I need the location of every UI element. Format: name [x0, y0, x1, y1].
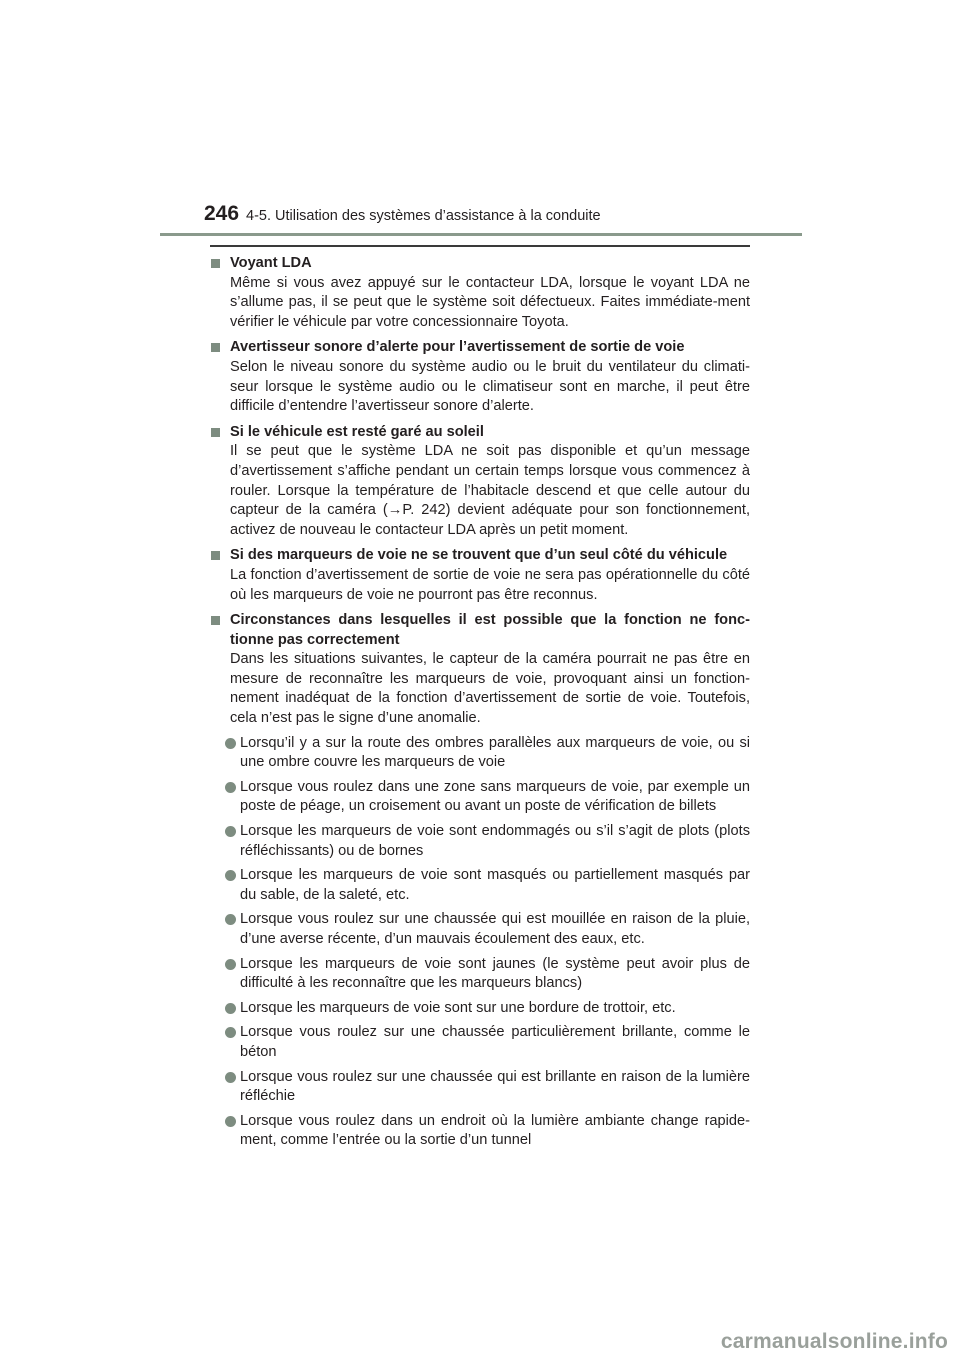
page-number: 246 [204, 202, 240, 225]
topic-heading-text: Voyant LDA [230, 255, 312, 271]
topic-body [210, 358, 750, 417]
topic-heading [210, 254, 750, 274]
circle-bullet-icon [225, 914, 236, 925]
list-item-text: Lorsque les marqueurs de voie sont endommagés ou s’il s’agit de plots (plots réfléchissants) ou de bornes [240, 823, 750, 859]
list-item [210, 910, 750, 949]
list-item [210, 734, 750, 773]
list-item-text: Lorsque vous roulez sur une chaussée particulièrement brillante, comme le béton [240, 1024, 750, 1060]
square-bullet-icon [211, 616, 220, 625]
topic-paragraph: Il se peut que le système LDA ne soit pas disponible et qu’un message d’avertissement s’affiche pendant un certain temps lorsque vous commencez à rouler. Lorsque la température de l’habitacle descend et que celle autour du capteur de la caméra (→P. 242) devient adéquate pour son fonctionnement, activez de nouveau le contacteur LDA après un petit moment. [230, 443, 750, 538]
list-item-text: Lorsqu’il y a sur la route des ombres parallèles aux marqueurs de voie, ou si une ombre couvre les marqueurs de voie [240, 734, 750, 771]
topic-body [210, 566, 750, 605]
list-item [210, 1112, 750, 1151]
circle-bullet-icon [225, 959, 236, 970]
list-item-text: Lorsque vous roulez sur une chaussée qui est mouillée en raison de la pluie, d’une averse récente, d’un mauvais écoulement des eaux, etc. [240, 911, 750, 947]
list-item [210, 955, 750, 994]
content-top-rule [210, 245, 750, 247]
circle-bullet-icon [225, 1003, 236, 1014]
topic-heading-text: Avertisseur sonore d’alerte pour l’avertissement de sortie de voie [230, 339, 685, 356]
list-item-text: Lorsque vous roulez dans un endroit où la lumière ambiante change rapide-ment, comme l’entrée ou la sortie d’un tunnel [240, 1112, 750, 1149]
site-watermark: carmanualsonline.info [720, 1330, 948, 1353]
topic-heading [210, 423, 750, 443]
square-bullet-icon [211, 343, 220, 352]
page-header [0, 202, 960, 234]
square-bullet-icon [211, 259, 220, 268]
topic-circonstances [210, 611, 750, 1151]
square-bullet-icon [211, 428, 220, 437]
conditions-list [210, 734, 750, 1151]
list-item-text: Lorsque les marqueurs de voie sont jaunes (le système peut avoir plus de difficulté à les reconnaître que les marqueurs blancs) [240, 955, 750, 992]
topic-heading-text: Si le véhicule est resté garé au soleil [230, 423, 484, 440]
list-item-text: Lorsque les marqueurs de voie sont masqués ou partiellement masqués par du sable, de la saleté, etc. [240, 867, 750, 903]
list-item [210, 999, 750, 1019]
square-bullet-icon [211, 551, 220, 560]
topic-body [210, 650, 750, 728]
topic-avertisseur-sonore [210, 338, 750, 416]
list-item [210, 1023, 750, 1062]
topic-paragraph: Même si vous avez appuyé sur le contacteur LDA, lorsque le voyant LDA ne s’allume pas, il se peut que le système soit défectueux. Faites immédiate-ment vérifier le véhicule par votre concessionnaire Toyota. [230, 274, 750, 330]
topic-paragraph: Selon le niveau sonore du système audio ou le bruit du ventilateur du climati-seur lorsque le système audio ou le climatiseur sont en marche, il peut être difficile d’entendre l’avertisseur sonore d’alerte. [230, 358, 750, 415]
header-rule [160, 233, 802, 236]
circle-bullet-icon [225, 782, 236, 793]
circle-bullet-icon [225, 1027, 236, 1038]
topic-body [210, 274, 750, 333]
topic-heading-text: Circonstances dans lesquelles il est possible que la fonction ne fonc-tionne pas correctement [230, 612, 750, 648]
circle-bullet-icon [225, 738, 236, 749]
main-content [210, 254, 750, 1157]
circle-bullet-icon [225, 1072, 236, 1083]
topic-marqueurs-un-cote [210, 546, 750, 605]
topic-heading-text: Si des marqueurs de voie ne se trouvent que d’un seul côté du véhicule [230, 547, 728, 564]
topic-voyant-lda [210, 254, 750, 332]
topic-paragraph: La fonction d’avertissement de sortie de voie ne sera pas opérationnelle du côté où les marqueurs de voie ne pourront pas être reconnus. [230, 566, 750, 603]
topic-body [210, 442, 750, 540]
circle-bullet-icon [225, 826, 236, 837]
list-item-text: Lorsque les marqueurs de voie sont sur une bordure de trottoir, etc. [240, 999, 676, 1016]
topic-heading [210, 338, 750, 358]
list-item [210, 778, 750, 817]
list-item [210, 1068, 750, 1107]
topic-heading [210, 546, 750, 566]
circle-bullet-icon [225, 870, 236, 881]
list-item-text: Lorsque vous roulez sur une chaussée qui est brillante en raison de la lumière réfléchie [240, 1068, 750, 1105]
topic-heading [210, 611, 750, 650]
list-item [210, 866, 750, 905]
list-item-text: Lorsque vous roulez dans une zone sans marqueurs de voie, par exemple un poste de péage, un croisement ou avant un poste de vérification de billets [240, 778, 750, 815]
list-item [210, 822, 750, 861]
section-title: 4-5. Utilisation des systèmes d’assistance à la conduite [246, 208, 601, 224]
topic-gare-au-soleil [210, 423, 750, 541]
circle-bullet-icon [225, 1116, 236, 1127]
topic-paragraph: Dans les situations suivantes, le capteur de la caméra pourrait ne pas être en mesure de reconnaître les marqueurs de voie, provoquant ainsi un fonction-nement inadéquat de la fonction d’avertissement de sortie de voie. Toutefois, cela n’est pas le signe d’une anomalie. [230, 651, 750, 727]
